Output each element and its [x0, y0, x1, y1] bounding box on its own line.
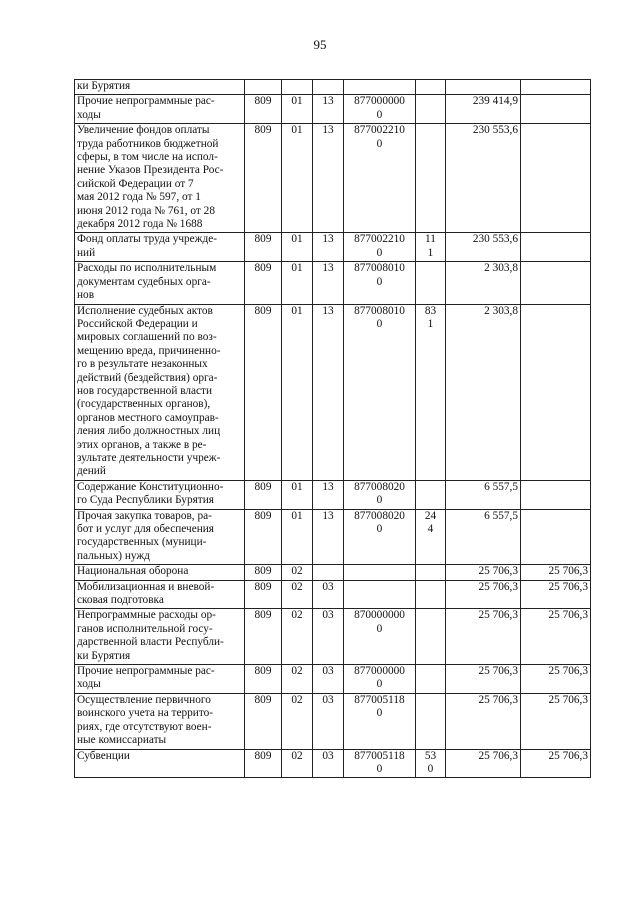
- cell-grbs-value: 809: [254, 693, 272, 706]
- cell-section-value: 02: [291, 749, 303, 762]
- cell-subsection: [313, 480, 344, 509]
- cell-target-article-line: 0: [376, 137, 383, 150]
- cell-name-line: (государственных органов),: [77, 398, 211, 411]
- cell-name-line: Исполнение судебных актов: [77, 304, 213, 317]
- cell-expense-type: [416, 233, 446, 262]
- cell-subsection: [313, 665, 344, 694]
- cell-subsection-value: 13: [322, 304, 334, 317]
- budget-table: [74, 79, 591, 778]
- cell-target-article: [344, 124, 416, 233]
- cell-expense-type-line: 24: [424, 509, 437, 522]
- cell-target-article: [344, 580, 416, 609]
- cell-name-line: сийской Федерации от 7: [77, 177, 194, 190]
- cell-target-article-line: 0: [376, 246, 383, 259]
- cell-subsection: [313, 262, 344, 304]
- cell-target-article-line: 0: [376, 317, 383, 330]
- cell-name-line: го Суда Республики Бурятия: [77, 494, 214, 507]
- cell-subsection: [313, 509, 344, 565]
- cell-sum-2-value: 25 706,3: [548, 693, 588, 706]
- cell-name-line: ления либо должностных лиц: [77, 425, 221, 438]
- cell-subsection-value: 13: [322, 124, 334, 137]
- cell-target-article: [344, 480, 416, 509]
- cell-section-value: 01: [291, 95, 303, 108]
- cell-section-value: 01: [291, 509, 303, 522]
- cell-name-line: го в результате незаконных: [77, 358, 208, 371]
- table-row: [75, 262, 591, 304]
- cell-name-line: Прочие непрограммные рас-: [77, 95, 215, 108]
- cell-sum-1-value: 2 303,8: [484, 262, 518, 275]
- cell-expense-type: [416, 693, 446, 749]
- cell-target-article: [344, 304, 416, 480]
- cell-sum-1: [446, 509, 521, 565]
- cell-subsection: [313, 124, 344, 233]
- cell-sum-1: [446, 233, 521, 262]
- cell-section-value: 02: [291, 609, 303, 622]
- cell-section-value: 01: [291, 262, 303, 275]
- cell-grbs: [245, 480, 282, 509]
- cell-subsection-value: 13: [322, 262, 334, 275]
- cell-sum-2: [521, 80, 591, 95]
- cell-target-article-line: 0: [376, 108, 383, 121]
- cell-name-line: Субвенции: [77, 749, 130, 762]
- cell-sum-1: [446, 480, 521, 509]
- cell-sum-1-value: 6 557,5: [484, 480, 518, 493]
- cell-name-line: дений: [77, 465, 106, 478]
- cell-target-article-line: 877002210: [354, 233, 405, 246]
- cell-name: [75, 262, 245, 304]
- cell-name-line: бот и услуг для обеспечения: [77, 523, 215, 535]
- cell-expense-type: [416, 665, 446, 694]
- cell-name: [75, 233, 245, 262]
- cell-target-article-line: 877000000: [354, 665, 405, 678]
- cell-grbs: [245, 262, 282, 304]
- cell-expense-type: [416, 95, 446, 124]
- cell-sum-1: [446, 749, 521, 778]
- cell-sum-1-value: 6 557,5: [484, 509, 518, 522]
- cell-name-line: мировых соглашений по воз-: [77, 331, 217, 344]
- cell-target-article: [344, 80, 416, 95]
- cell-name: [75, 80, 245, 95]
- cell-name-line: Увеличение фондов оплаты: [77, 124, 210, 137]
- cell-name: [75, 665, 245, 694]
- cell-subsection: [313, 233, 344, 262]
- cell-expense-type: [416, 509, 446, 565]
- cell-target-article: [344, 693, 416, 749]
- cell-target-article-line: 877000000: [354, 95, 405, 108]
- cell-target-article: [344, 749, 416, 778]
- cell-target-article-line: 877008020: [354, 480, 405, 493]
- cell-target-article: [344, 233, 416, 262]
- cell-expense-type: [416, 124, 446, 233]
- cell-sum-2: [521, 693, 591, 749]
- cell-subsection-value: 13: [322, 480, 334, 493]
- cell-expense-type: [416, 580, 446, 609]
- cell-grbs: [245, 124, 282, 233]
- cell-name: [75, 124, 245, 233]
- cell-target-article-line: 0: [376, 707, 383, 720]
- cell-sum-1: [446, 262, 521, 304]
- cell-name-line: ходы: [77, 108, 101, 121]
- cell-sum-2-value: 25 706,3: [548, 565, 588, 578]
- cell-grbs-value: 809: [254, 124, 272, 137]
- cell-subsection: [313, 565, 344, 580]
- cell-section-value: 01: [291, 124, 303, 137]
- cell-sum-2: [521, 262, 591, 304]
- cell-section-value: 01: [291, 233, 303, 246]
- cell-grbs: [245, 509, 282, 565]
- cell-section-value: 01: [291, 480, 303, 493]
- cell-name-line: труда работников бюджетной: [77, 137, 219, 150]
- cell-subsection: [313, 609, 344, 665]
- cell-grbs-value: 809: [254, 480, 272, 493]
- cell-target-article-line: 877008010: [354, 304, 405, 317]
- cell-sum-1-value: 2 303,8: [484, 304, 518, 317]
- cell-sum-2: [521, 95, 591, 124]
- cell-sum-1-value: 230 553,6: [472, 124, 518, 137]
- table-row: [75, 749, 591, 778]
- cell-subsection-value: 03: [322, 693, 334, 706]
- cell-section: [282, 509, 313, 565]
- cell-name: [75, 693, 245, 749]
- cell-grbs-value: 809: [254, 233, 272, 246]
- cell-sum-1-value: 25 706,3: [478, 565, 518, 578]
- cell-sum-2: [521, 565, 591, 580]
- cell-section-value: 01: [291, 304, 303, 317]
- cell-name-line: ки Бурятия: [77, 80, 131, 92]
- cell-section-value: 02: [291, 693, 303, 706]
- cell-target-article: [344, 262, 416, 304]
- cell-target-article-line: 0: [376, 275, 383, 288]
- cell-section: [282, 480, 313, 509]
- cell-name-line: Прочие непрограммные рас-: [77, 665, 215, 678]
- cell-sum-1-value: 25 706,3: [478, 749, 518, 762]
- cell-name-line: Фонд оплаты труда учрежде-: [77, 233, 218, 246]
- cell-sum-1: [446, 80, 521, 95]
- cell-target-article-line: 0: [376, 523, 383, 535]
- cell-target-article: [344, 509, 416, 565]
- cell-name-line: пальных) нужд: [77, 549, 150, 562]
- cell-grbs: [245, 665, 282, 694]
- cell-name: [75, 580, 245, 609]
- cell-expense-type-line: 0: [427, 762, 434, 775]
- cell-name-line: Содержание Конституционно-: [77, 480, 224, 493]
- cell-expense-type-line: 53: [424, 749, 437, 762]
- cell-grbs: [245, 95, 282, 124]
- cell-section: [282, 80, 313, 95]
- cell-name-line: ний: [77, 246, 96, 259]
- cell-target-article-line: 877002210: [354, 124, 405, 137]
- cell-grbs: [245, 609, 282, 665]
- cell-target-article-line: 0: [376, 622, 383, 635]
- cell-name-line: документам судебных орга-: [77, 275, 211, 288]
- cell-sum-1-value: 25 706,3: [478, 609, 518, 622]
- cell-subsection-value: 13: [322, 509, 334, 522]
- cell-name: [75, 304, 245, 480]
- cell-sum-2: [521, 304, 591, 480]
- cell-name-line: риях, где отсутствуют воен-: [77, 720, 212, 733]
- cell-expense-type-line: 11: [425, 233, 436, 246]
- cell-name-line: ные комиссариаты: [77, 734, 167, 747]
- cell-target-article: [344, 665, 416, 694]
- cell-sum-1: [446, 124, 521, 233]
- cell-name-line: Российской Федерации и: [77, 317, 198, 330]
- cell-target-article-line: 877008010: [354, 262, 405, 275]
- cell-sum-2: [521, 609, 591, 665]
- cell-sum-2: [521, 509, 591, 565]
- cell-section: [282, 609, 313, 665]
- cell-section: [282, 124, 313, 233]
- cell-expense-type-line: 1: [427, 317, 434, 330]
- cell-target-article-line: 877005118: [354, 749, 405, 762]
- cell-target-article-line: 877008020: [354, 509, 405, 522]
- cell-name: [75, 565, 245, 580]
- cell-name-line: Расходы по исполнительным: [77, 262, 217, 275]
- cell-target-article-line: 877005118: [354, 693, 405, 706]
- cell-section: [282, 749, 313, 778]
- cell-name: [75, 749, 245, 778]
- cell-section: [282, 693, 313, 749]
- cell-section-value: 02: [291, 665, 303, 678]
- cell-sum-2-value: 25 706,3: [548, 580, 588, 593]
- cell-section: [282, 580, 313, 609]
- cell-grbs-value: 809: [254, 580, 272, 593]
- cell-name-line: нение Указов Президента Рос-: [77, 164, 224, 177]
- cell-section: [282, 262, 313, 304]
- table-row: [75, 233, 591, 262]
- cell-grbs-value: 809: [254, 262, 272, 275]
- cell-grbs: [245, 565, 282, 580]
- table-row: [75, 80, 591, 95]
- cell-name-line: мещению вреда, причиненно-: [77, 344, 221, 357]
- cell-sum-1-value: 239 414,9: [472, 95, 518, 108]
- table-row: [75, 693, 591, 749]
- cell-subsection: [313, 95, 344, 124]
- cell-name-line: дарственной власти Республи-: [77, 636, 224, 649]
- cell-name-line: зультате деятельности учреж-: [77, 451, 221, 464]
- cell-sum-2: [521, 580, 591, 609]
- page-number: 95: [313, 37, 327, 52]
- cell-grbs-value: 809: [254, 749, 272, 762]
- table-row: [75, 124, 591, 233]
- cell-section: [282, 304, 313, 480]
- cell-grbs-value: 809: [254, 95, 272, 108]
- cell-name-line: сковая подготовка: [77, 594, 164, 607]
- cell-expense-type: [416, 80, 446, 95]
- cell-name-line: ганов исполнительной госу-: [77, 622, 213, 635]
- cell-subsection-value: 03: [322, 665, 334, 678]
- table-row: [75, 609, 591, 665]
- cell-subsection: [313, 749, 344, 778]
- cell-sum-2: [521, 749, 591, 778]
- table-row: [75, 95, 591, 124]
- cell-target-article-line: 0: [376, 762, 383, 775]
- cell-sum-2: [521, 124, 591, 233]
- cell-subsection-value: 13: [322, 233, 334, 246]
- cell-sum-1: [446, 580, 521, 609]
- cell-sum-1: [446, 609, 521, 665]
- cell-expense-type: [416, 262, 446, 304]
- cell-subsection-value: 03: [322, 749, 334, 762]
- cell-grbs: [245, 693, 282, 749]
- table-row: [75, 580, 591, 609]
- cell-name: [75, 95, 245, 124]
- cell-name-line: мая 2012 года № 597, от 1: [77, 191, 201, 204]
- cell-sum-1: [446, 565, 521, 580]
- cell-expense-type: [416, 749, 446, 778]
- cell-target-article: [344, 565, 416, 580]
- cell-sum-2: [521, 480, 591, 509]
- cell-name-line: ходы: [77, 678, 101, 691]
- cell-name-line: ки Бурятия: [77, 649, 131, 662]
- cell-sum-1: [446, 693, 521, 749]
- cell-section: [282, 95, 313, 124]
- table-row: [75, 665, 591, 694]
- cell-target-article-line: 0: [376, 494, 383, 507]
- cell-name-line: нов: [77, 289, 95, 302]
- cell-name-line: Мобилизационная и вневой-: [77, 580, 215, 593]
- cell-grbs: [245, 304, 282, 480]
- cell-sum-1-value: 25 706,3: [478, 580, 518, 593]
- cell-grbs: [245, 233, 282, 262]
- cell-sum-1: [446, 665, 521, 694]
- cell-name-line: нов государственной власти: [77, 384, 213, 397]
- cell-sum-2: [521, 233, 591, 262]
- cell-name-line: воинского учета на террито-: [77, 707, 214, 720]
- cell-subsection: [313, 80, 344, 95]
- cell-subsection: [313, 304, 344, 480]
- cell-subsection-value: 03: [322, 580, 334, 593]
- cell-name: [75, 480, 245, 509]
- cell-grbs-value: 809: [254, 304, 272, 317]
- cell-grbs-value: 809: [254, 509, 272, 522]
- cell-name-line: Непрограммные расходы ор-: [77, 609, 216, 622]
- cell-subsection-value: 03: [322, 609, 334, 622]
- cell-target-article: [344, 95, 416, 124]
- table-row: [75, 565, 591, 580]
- cell-section: [282, 565, 313, 580]
- cell-target-article-line: 870000000: [354, 609, 405, 622]
- cell-expense-type: [416, 480, 446, 509]
- cell-expense-type-line: 4: [427, 523, 434, 535]
- table-row: [75, 304, 591, 480]
- cell-sum-2-value: 25 706,3: [548, 749, 588, 762]
- cell-grbs-value: 809: [254, 609, 272, 622]
- cell-name-line: действий (бездействия) орга-: [77, 371, 218, 384]
- cell-sum-1-value: 25 706,3: [478, 693, 518, 706]
- cell-grbs-value: 809: [254, 665, 272, 678]
- cell-subsection-value: 13: [322, 95, 334, 108]
- cell-expense-type: [416, 565, 446, 580]
- cell-name-line: сферы, в том числе на испол-: [77, 151, 218, 164]
- cell-name-line: государственных (муници-: [77, 536, 207, 549]
- cell-grbs: [245, 80, 282, 95]
- cell-subsection: [313, 580, 344, 609]
- cell-name-line: июня 2012 года № 761, от 28: [77, 204, 215, 217]
- cell-name: [75, 609, 245, 665]
- cell-expense-type-line: 83: [424, 304, 437, 317]
- cell-name-line: органов местного самоуправ-: [77, 411, 219, 424]
- cell-grbs-value: 809: [254, 565, 272, 578]
- cell-expense-type-line: 1: [427, 246, 434, 259]
- cell-target-article: [344, 609, 416, 665]
- cell-name: [75, 509, 245, 565]
- cell-subsection: [313, 693, 344, 749]
- cell-sum-2-value: 25 706,3: [548, 665, 588, 678]
- cell-section: [282, 233, 313, 262]
- table-row: [75, 480, 591, 509]
- cell-section-value: 02: [291, 565, 303, 578]
- cell-section: [282, 665, 313, 694]
- cell-expense-type: [416, 304, 446, 480]
- cell-expense-type: [416, 609, 446, 665]
- cell-sum-1-value: 25 706,3: [478, 665, 518, 678]
- cell-name-line: декабря 2012 года № 1688: [77, 218, 203, 231]
- cell-target-article-line: 0: [376, 678, 383, 691]
- cell-section-value: 02: [291, 580, 303, 593]
- cell-sum-1-value: 230 553,6: [472, 233, 518, 246]
- cell-sum-1: [446, 304, 521, 480]
- cell-grbs: [245, 580, 282, 609]
- cell-sum-2: [521, 665, 591, 694]
- cell-grbs: [245, 749, 282, 778]
- table-row: [75, 509, 591, 565]
- cell-name-line: этих органов, а также в ре-: [77, 438, 207, 451]
- cell-sum-1: [446, 95, 521, 124]
- cell-name-line: Национальная оборона: [77, 565, 189, 578]
- cell-name-line: Осуществление первичного: [77, 693, 211, 706]
- cell-name-line: Прочая закупка товаров, ра-: [77, 509, 212, 522]
- cell-sum-2-value: 25 706,3: [548, 609, 588, 622]
